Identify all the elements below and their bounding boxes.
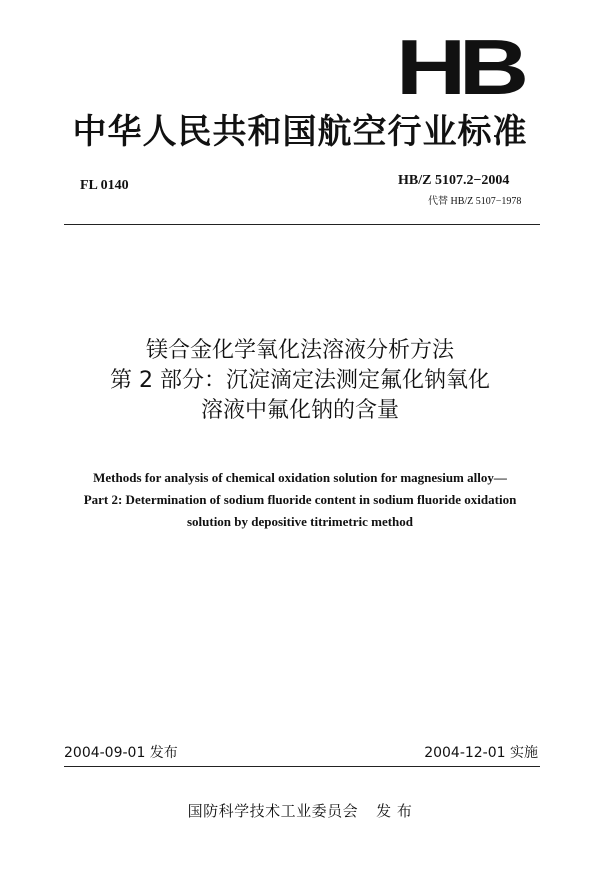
ics-code: FL 0140 (80, 178, 129, 193)
issue-date: 2004-09-01 发布 (64, 745, 178, 761)
english-title-line: Part 2: Determination of sodium fluoride content in sodium fluoride oxidation (83, 492, 517, 507)
english-title (0, 467, 600, 533)
footer-divider (64, 766, 540, 767)
chinese-title-line: 第 2 部分：沉淀滴定法测定氟化钠氧化 (110, 368, 490, 393)
publisher-line (0, 800, 600, 821)
hb-logo: HB (396, 23, 522, 111)
publish-word: 发 布 (376, 802, 413, 820)
publisher-name: 国防科学技术工业委员会 (187, 802, 359, 820)
replaces-note: 代替 HB/Z 5107−1978 (428, 196, 522, 207)
standard-number: HB/Z 5107.2−2004 (398, 173, 510, 188)
chinese-title-line: 镁合金化学氧化法溶液分析方法 (145, 338, 454, 363)
standard-category-title: 中华人民共和国航空行业标准 (72, 112, 528, 152)
chinese-title-line: 溶液中氟化钠的含量 (200, 398, 399, 423)
implementation-date: 2004-12-01 实施 (424, 745, 538, 761)
chinese-title (0, 336, 600, 426)
english-title-line: Methods for analysis of chemical oxidation solution for magnesium alloy— (93, 470, 507, 485)
header-divider (64, 224, 540, 225)
english-title-line: solution by depositive titrimetric method (186, 514, 414, 529)
